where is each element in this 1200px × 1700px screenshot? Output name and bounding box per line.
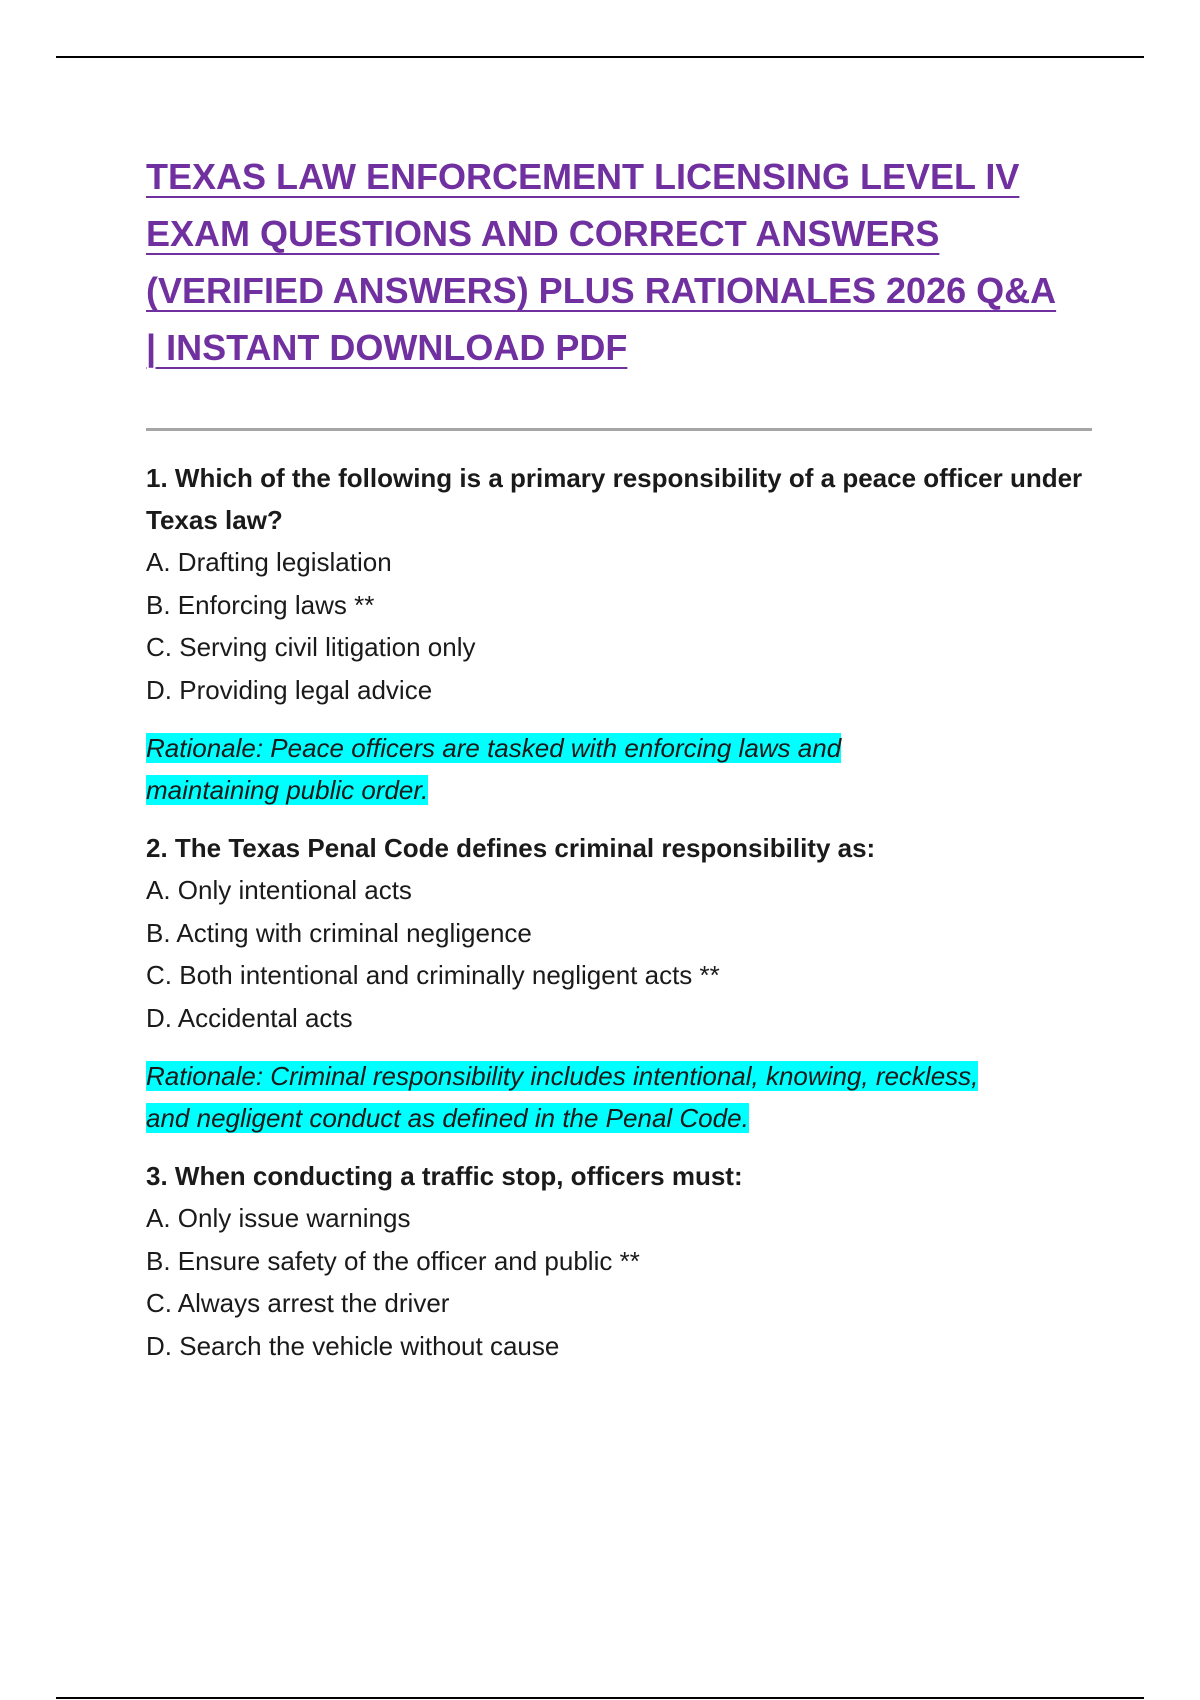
question-2 xyxy=(146,827,1092,1039)
title-line-1: TEXAS LAW ENFORCEMENT LICENSING LEVEL IV xyxy=(146,156,1020,197)
rationale-1 xyxy=(146,727,946,811)
rationale-2 xyxy=(146,1055,986,1139)
option-a: A. Only issue warnings xyxy=(146,1203,411,1233)
option-b: B. Acting with criminal negligence xyxy=(146,917,532,948)
option-c: C. Both intentional and criminally negligent acts ** xyxy=(146,960,720,990)
question-1 xyxy=(146,457,1092,711)
option-a: A. Only intentional acts xyxy=(146,875,412,905)
header-rule xyxy=(56,56,1144,58)
rationale-text: Rationale: Criminal responsibility includes intentional, knowing, reckless, and negligent conduct as defined in the Penal Code. xyxy=(146,1061,979,1133)
option-b: B. Enforcing laws ** xyxy=(146,589,375,620)
title-line-2: EXAM QUESTIONS AND CORRECT ANSWERS xyxy=(146,213,940,254)
question-text: 1. Which of the following is a primary responsibility of a peace officer under Texas law? xyxy=(146,463,1083,535)
rationale-text: Rationale: Peace officers are tasked with enforcing laws and maintaining public order. xyxy=(146,733,842,805)
option-d: D. Search the vehicle without cause xyxy=(146,1330,560,1361)
question-text: 2. The Texas Penal Code defines criminal responsibility as: xyxy=(146,833,876,863)
title-divider xyxy=(146,428,1092,431)
option-a: A. Drafting legislation xyxy=(146,547,392,577)
option-d: D. Providing legal advice xyxy=(146,674,433,705)
option-d: D. Accidental acts xyxy=(146,1002,353,1033)
title-line-4: | INSTANT DOWNLOAD PDF xyxy=(146,327,628,368)
title-line-3: (VERIFIED ANSWERS) PLUS RATIONALES 2026 Q&A xyxy=(146,270,1057,311)
question-3 xyxy=(146,1155,1092,1367)
question-text: 3. When conducting a traffic stop, officers must: xyxy=(146,1161,743,1191)
footer-rule xyxy=(56,1697,1144,1699)
option-c: C. Always arrest the driver xyxy=(146,1288,450,1318)
page-content xyxy=(146,148,1092,1367)
option-c: C. Serving civil litigation only xyxy=(146,632,476,662)
option-b: B. Ensure safety of the officer and public ** xyxy=(146,1245,640,1276)
document-title xyxy=(146,148,1092,376)
